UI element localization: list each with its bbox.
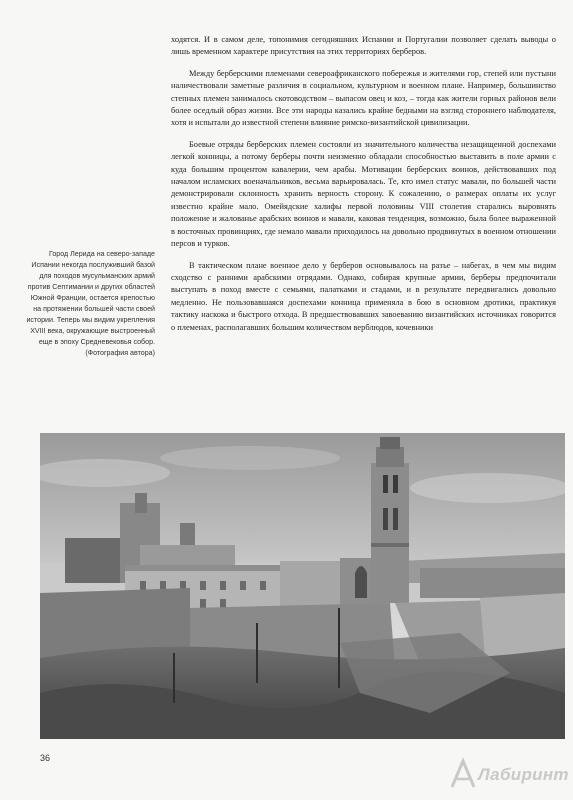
paragraph: Боевые отряды берберских племен состояли из значительного количества незащищенной доспехами легкой конницы, а потому берберы почти неизменно обладали способностью выставить в поле армии с куда большим процентом кавалерии, чем арабы. Мотивации берберских воинов, действовавших под началом исламских военачальников, весьма варьировалась. Те, кто имел статус мавали, по большей части демонстрировали склонность хранить верность сторону. К сожалению, о размерах оплаты их услуг известно крайне мало. Омейядские халифы первой половины VIII столетия старались выровнять положение и жалованье арабских воинов и мавали, каковая тенденция, возможно, была более выраженной в восточных провинциях, где немало мавали приходилось на довольно продвинутых в военном отношении персов и турков. [171,139,556,249]
paragraph: Между берберскими племенами североафриканского побережья и жителями гор, степей или пустыни наличествовали заметные различия в социальном, культурном и военном плане. Например, большинство степных племен занималось скотоводством – выпасом овец и коз, – тогда как жители горных районов вели более оседлый образ жизни. Все эти народы казались крайне бедными на взгляд стороннего наблюдателя, хотя и испытали до известной степени влияние римско-византийской цивилизации. [171,68,556,128]
paragraph: ходятся. И в самом деле, топонимия сегодняшних Испании и Португалии позволяет сделать выводы о лишь временном характере присутствия на этих территориях берберов. [171,35,556,57]
photo-caption: Город Лерида на северо-западе Испании некогда послуживший базой для походов мусульманских армий против Септимании и других областей Южной Франции, остается крепостью на протяжении большей части своей истории. Теперь мы видим укрепления XVIII века, окружающие выстроенный еще в эпоху Средневековья собор. (Фотография автора) [26,250,155,357]
fortress-photo [40,433,565,739]
watermark-logo [448,757,569,791]
paragraph: В тактическом плане военное дело у берберов основывалось на разъе – набегах, в чем мы видим сходство с ранними арабскими отрядами. Однако, собирая крупные армии, берберы предпочитали выступать в поход вместе с семьями, палатками и стадами, и в результате передвигались довольно медленно. Не пользовавшаяся доспехами конница применяла в бою в основном дротики, практикуя тактику наскока и быстрого отхода. В предшествовавших завоеванию византийских источниках говорится о племенах, располагавших большим количеством верблюдов, кочевники [171,260,556,332]
watermark-text: Лабиринт [478,765,569,784]
page-number: 36 [40,753,51,763]
fortress-cathedral-photo-icon [40,433,565,739]
labyrinth-logo-icon [448,757,478,791]
article-body [171,34,556,343]
